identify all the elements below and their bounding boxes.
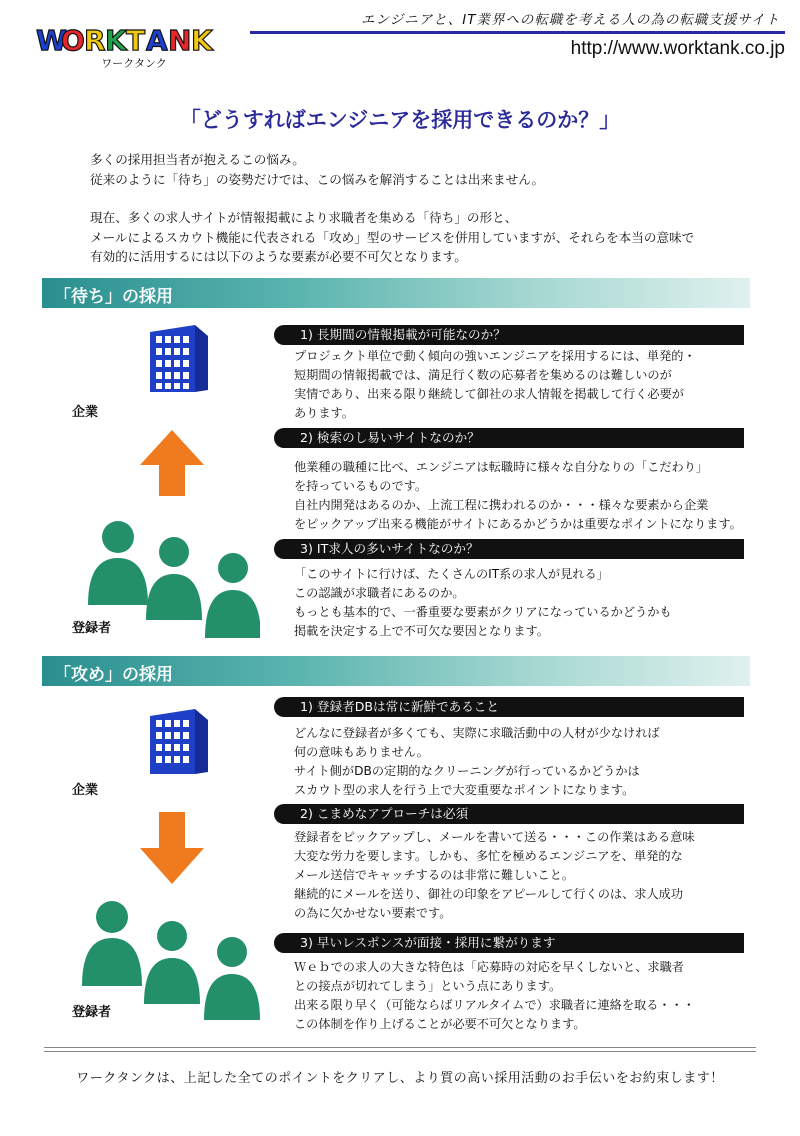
- item-header: 1) 長期間の情報掲載が可能なのか？: [274, 325, 744, 345]
- svg-text:K: K: [105, 24, 127, 57]
- active-diagram: [60, 700, 260, 1030]
- arrow-up-icon: [140, 430, 204, 496]
- item-header: 3) 早いレスポンスが面接・採用に繋がります: [274, 933, 744, 953]
- item-header: 1) 登録者DBは常に新鮮であること: [274, 697, 744, 717]
- item-header: 2) 検索のし易いサイトなのか？: [274, 428, 744, 448]
- page-title: 「どうすればエンジニアを採用できるのか？」: [179, 108, 621, 132]
- item-body: どんなに登録者が多くても、実際に求職活動中の人材が少なければ 何の意味もありません。 サイト側がDBの定期的なクリーニングが行っているかどうかは スカウト型の求人を行う上で大変重要なポイントになります。: [294, 726, 660, 797]
- header-divider: [250, 31, 785, 34]
- intro-line: 有効的に活用するには以下のような要素が必要不可欠となります。: [90, 249, 467, 264]
- item-body: 他業種の職種に比べ、エンジニアは転職時に様々な自分なりの「こだわり」 を持っているものです。 自社内開発はあるのか、上流工程に携われるのか・・・様々な要素から企業 をピックアップ出来る機能がサイトにあるかどうかは重要なポイントになります。: [294, 460, 742, 531]
- section-heading-bar-waiting: [42, 278, 750, 308]
- logo-subtitle: ワークタンク: [101, 57, 167, 70]
- item-body: Ｗｅｂでの求人の大きな特色は「応募時の対応を早くしないと、求職者 との接点が切れてしまう」という点にあります。 出来る限り早く（可能ならばリアルタイムで）求職者に連絡を取る・・・ この体制を作り上げることが必要不可欠となります。: [294, 960, 695, 1031]
- item-header: 3) IT求人の多いサイトなのか？: [274, 539, 744, 559]
- item-header: 2) こまめなアプローチは必須: [274, 804, 744, 824]
- item-body: 「このサイトに行けば、たくさんのIT系の求人が見れる」 この認識が求職者にあるのか。 もっとも基本的で、一番重要な要素がクリアになっているかどうかも 掲載を決定する上で不可欠な要因となります。: [294, 567, 672, 638]
- item-body: 登録者をピックアップし、メールを書いて送る・・・この作業はある意味 大変な労力を要します。しかも、多忙を極めるエンジニアを、単発的な メール送信でキャッチするのは非常に難しいこと。 継続的にメールを送り、御社の印象をアピールして行くのは、求人成功 の為に欠かせない要素です。: [294, 830, 695, 920]
- company-label: 企業: [72, 405, 99, 420]
- section-heading: 「待ち」の採用: [54, 287, 173, 307]
- svg-text:O: O: [61, 24, 85, 57]
- intro-paragraph-1: [90, 150, 544, 189]
- intro-line: 多くの採用担当者が抱えるこの悩み。: [90, 152, 305, 167]
- registrants-people-icon: [88, 521, 260, 638]
- svg-text:R: R: [84, 24, 106, 57]
- svg-text:N: N: [168, 24, 192, 57]
- footer-message: ワークタンクは、上記した全てのポイントをクリアし、より質の高い採用活動のお手伝いをお約束します！: [76, 1071, 724, 1086]
- registrant-label: 登録者: [72, 1005, 112, 1020]
- site-tagline: エンジニアと、IT業界への転職を考える人の為の転職支援サイト: [361, 12, 780, 28]
- item-body: プロジェクト単位で動く傾向の強いエンジニアを採用するには、単発的・ 短期間の情報掲載では、満足行く数の応募者を集めるのは難しいのが 実情であり、出来る限り継続して御社の求人情報を掲載して行く必要が あります。: [294, 349, 696, 420]
- company-label: 企業: [72, 783, 99, 798]
- intro-line: メールによるスカウト機能に代表される「攻め」型のサービスを併用していますが、それらを本当の意味で: [90, 229, 695, 245]
- svg-text:A: A: [146, 24, 168, 57]
- company-building-icon: [150, 325, 208, 392]
- section-heading-bar-active: [42, 656, 750, 686]
- intro-line: 従来のように「待ち」の姿勢だけでは、この悩みを解消することは出来ません。: [90, 171, 545, 187]
- registrant-label: 登録者: [72, 621, 112, 636]
- svg-text:W: W: [36, 24, 67, 57]
- intro-line: 現在、多くの求人サイトが情報掲載により求職者を集める「待ち」の形と、: [90, 210, 518, 225]
- waiting-diagram: [60, 320, 260, 650]
- arrow-down-icon: [140, 812, 204, 884]
- logo-graphic: [34, 20, 234, 72]
- svg-text:K: K: [191, 24, 213, 57]
- company-building-icon: [150, 709, 208, 774]
- footer-divider: [44, 1047, 756, 1052]
- worktank-logo[interactable]: [34, 20, 234, 72]
- svg-text:T: T: [126, 24, 146, 57]
- intro-paragraph-2: [90, 208, 694, 267]
- site-url-link[interactable]: http://www.worktank.co.jp: [570, 38, 785, 59]
- section-heading: 「攻め」の採用: [54, 665, 173, 685]
